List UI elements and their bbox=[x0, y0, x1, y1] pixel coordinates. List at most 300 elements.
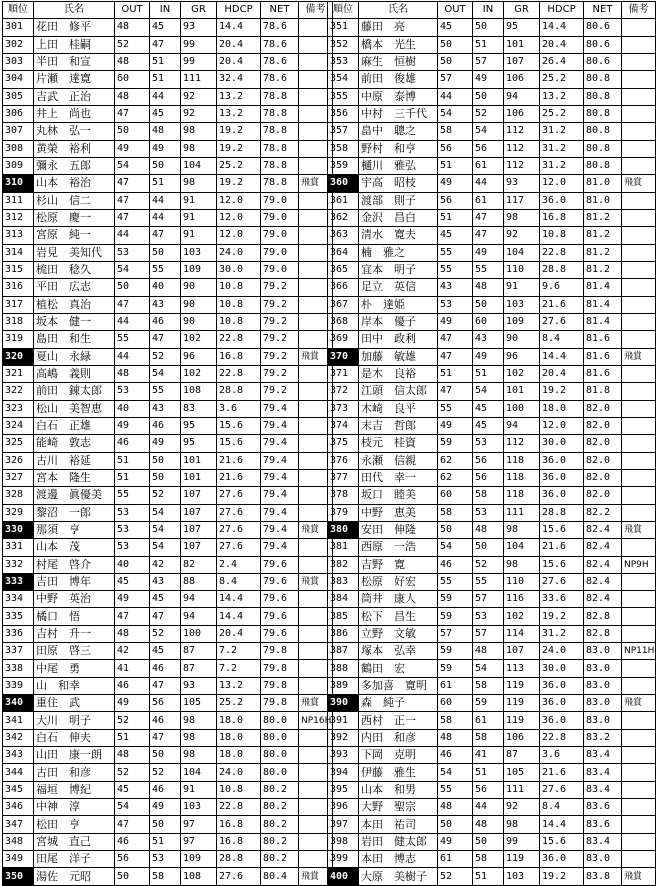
name-cell: 山 和幸 bbox=[34, 677, 115, 694]
hdcp-cell: 10.8 bbox=[540, 227, 584, 244]
in-cell: 59 bbox=[473, 695, 504, 712]
hdcp-cell: 12.0 bbox=[540, 175, 584, 192]
gross-cell: 87 bbox=[504, 747, 540, 764]
name-cell: 中原 泰博 bbox=[359, 88, 438, 105]
remarks-cell bbox=[622, 677, 656, 694]
table-row bbox=[3, 53, 333, 70]
rank-cell: 304 bbox=[3, 71, 34, 88]
table-row bbox=[328, 209, 656, 226]
out-cell: 49 bbox=[115, 591, 150, 608]
rank-cell: 302 bbox=[3, 36, 34, 53]
gross-cell: 119 bbox=[504, 695, 540, 712]
out-cell: 55 bbox=[438, 261, 473, 278]
table-row bbox=[3, 365, 333, 382]
name-cell: 古川 裕延 bbox=[34, 452, 115, 469]
hdcp-cell: 30.0 bbox=[540, 660, 584, 677]
hdcp-cell: 36.0 bbox=[540, 712, 584, 729]
table-row bbox=[328, 556, 656, 573]
rank-cell: 380 bbox=[328, 521, 359, 538]
in-cell: 44 bbox=[150, 192, 181, 209]
remarks-cell: 飛賞 bbox=[299, 348, 333, 365]
gross-cell: 96 bbox=[181, 348, 217, 365]
gross-cell: 107 bbox=[181, 521, 217, 538]
out-cell: 44 bbox=[438, 88, 473, 105]
out-cell: 50 bbox=[438, 521, 473, 538]
table-row bbox=[328, 383, 656, 400]
gross-cell: 87 bbox=[181, 643, 217, 660]
name-cell: 松山 美智恵 bbox=[34, 400, 115, 417]
name-cell: 清水 寛夫 bbox=[359, 227, 438, 244]
table-row bbox=[328, 677, 656, 694]
remarks-cell bbox=[622, 365, 656, 382]
name-cell: 本田 祐司 bbox=[359, 816, 438, 833]
name-cell: 枝元 桂資 bbox=[359, 435, 438, 452]
gross-cell: 98 bbox=[181, 729, 217, 746]
hdcp-cell: 20.4 bbox=[540, 36, 584, 53]
name-cell: 松原 好宏 bbox=[359, 573, 438, 590]
in-cell: 56 bbox=[150, 695, 181, 712]
out-cell: 51 bbox=[438, 365, 473, 382]
header-gross: GR bbox=[504, 2, 540, 19]
in-cell: 58 bbox=[473, 487, 504, 504]
remarks-cell bbox=[622, 88, 656, 105]
rank-cell: 357 bbox=[328, 123, 359, 140]
in-cell: 43 bbox=[473, 331, 504, 348]
table-row bbox=[328, 608, 656, 625]
name-cell: 吉武 正治 bbox=[34, 88, 115, 105]
net-cell: 80.8 bbox=[584, 88, 622, 105]
header-gross: GR bbox=[181, 2, 217, 19]
table-row bbox=[328, 175, 656, 192]
net-cell: 79.6 bbox=[261, 573, 299, 590]
remarks-cell bbox=[622, 400, 656, 417]
gross-cell: 102 bbox=[504, 608, 540, 625]
name-cell: 橘口 悟 bbox=[34, 608, 115, 625]
rank-cell: 398 bbox=[328, 833, 359, 850]
table-row bbox=[3, 469, 333, 486]
table-row bbox=[328, 400, 656, 417]
out-cell: 56 bbox=[115, 851, 150, 868]
out-cell: 58 bbox=[438, 123, 473, 140]
table-row bbox=[3, 504, 333, 521]
table-row bbox=[3, 348, 333, 365]
rank-cell: 333 bbox=[3, 573, 34, 590]
gross-cell: 92 bbox=[504, 799, 540, 816]
hdcp-cell: 20.4 bbox=[217, 36, 261, 53]
hdcp-cell: 36.0 bbox=[540, 469, 584, 486]
name-cell: 白石 伸夫 bbox=[34, 729, 115, 746]
out-cell: 59 bbox=[438, 643, 473, 660]
rank-cell: 347 bbox=[3, 816, 34, 833]
rank-cell: 356 bbox=[328, 105, 359, 122]
in-cell: 51 bbox=[473, 36, 504, 53]
name-cell: 筒井 康人 bbox=[359, 591, 438, 608]
name-cell: 岩見 美知代 bbox=[34, 244, 115, 261]
net-cell: 80.8 bbox=[584, 105, 622, 122]
net-cell: 82.4 bbox=[584, 539, 622, 556]
name-cell: 吉村 升一 bbox=[34, 625, 115, 642]
net-cell: 82.4 bbox=[584, 556, 622, 573]
hdcp-cell: 14.4 bbox=[217, 591, 261, 608]
out-cell: 55 bbox=[438, 400, 473, 417]
net-cell: 81.4 bbox=[584, 313, 622, 330]
net-cell: 79.4 bbox=[261, 400, 299, 417]
hdcp-cell: 3.6 bbox=[540, 747, 584, 764]
name-cell: 平田 広志 bbox=[34, 279, 115, 296]
gross-cell: 90 bbox=[181, 279, 217, 296]
gross-cell: 103 bbox=[504, 868, 540, 885]
in-cell: 56 bbox=[473, 452, 504, 469]
gross-cell: 94 bbox=[181, 608, 217, 625]
gross-cell: 99 bbox=[504, 833, 540, 850]
net-cell: 79.4 bbox=[261, 452, 299, 469]
hdcp-cell: 19.2 bbox=[217, 140, 261, 157]
in-cell: 46 bbox=[150, 781, 181, 798]
name-cell: 安田 伸隆 bbox=[359, 521, 438, 538]
name-cell: 江頭 信太郎 bbox=[359, 383, 438, 400]
out-cell: 49 bbox=[115, 417, 150, 434]
name-cell: 大川 明子 bbox=[34, 712, 115, 729]
hdcp-cell: 15.6 bbox=[540, 833, 584, 850]
hdcp-cell: 8.4 bbox=[217, 573, 261, 590]
table-row bbox=[3, 209, 333, 226]
out-cell: 51 bbox=[438, 209, 473, 226]
rank-cell: 399 bbox=[328, 851, 359, 868]
table-row bbox=[3, 729, 333, 746]
table-row bbox=[3, 88, 333, 105]
name-cell: 田尾 洋子 bbox=[34, 851, 115, 868]
net-cell: 83.0 bbox=[584, 712, 622, 729]
table-row bbox=[328, 365, 656, 382]
hdcp-cell: 27.6 bbox=[217, 868, 261, 885]
gross-cell: 93 bbox=[181, 677, 217, 694]
remarks-cell bbox=[622, 435, 656, 452]
table-row bbox=[3, 261, 333, 278]
table-row bbox=[3, 123, 333, 140]
table-row bbox=[328, 695, 656, 712]
in-cell: 44 bbox=[473, 799, 504, 816]
in-cell: 50 bbox=[473, 88, 504, 105]
table-row bbox=[3, 747, 333, 764]
gross-cell: 102 bbox=[181, 365, 217, 382]
table-row bbox=[3, 712, 333, 729]
remarks-cell bbox=[622, 625, 656, 642]
name-cell: 井上 尚也 bbox=[34, 105, 115, 122]
net-cell: 81.8 bbox=[584, 383, 622, 400]
rank-cell: 351 bbox=[328, 19, 359, 36]
gross-cell: 95 bbox=[181, 417, 217, 434]
in-cell: 50 bbox=[150, 452, 181, 469]
gross-cell: 83 bbox=[181, 400, 217, 417]
name-cell: 半田 和宣 bbox=[34, 53, 115, 70]
rank-cell: 389 bbox=[328, 677, 359, 694]
remarks-cell bbox=[622, 192, 656, 209]
in-cell: 52 bbox=[473, 105, 504, 122]
rank-cell: 362 bbox=[328, 209, 359, 226]
in-cell: 53 bbox=[473, 504, 504, 521]
table-row bbox=[328, 105, 656, 122]
in-cell: 44 bbox=[473, 175, 504, 192]
remarks-cell: NP11H bbox=[622, 643, 656, 660]
out-cell: 52 bbox=[115, 36, 150, 53]
rank-cell: 340 bbox=[3, 695, 34, 712]
net-cell: 82.4 bbox=[584, 573, 622, 590]
gross-cell: 82 bbox=[181, 556, 217, 573]
in-cell: 50 bbox=[473, 833, 504, 850]
out-cell: 53 bbox=[115, 244, 150, 261]
out-cell: 55 bbox=[438, 573, 473, 590]
gross-cell: 101 bbox=[504, 383, 540, 400]
rank-cell: 363 bbox=[328, 227, 359, 244]
table-row bbox=[3, 36, 333, 53]
name-cell: 足立 英信 bbox=[359, 279, 438, 296]
hdcp-cell: 14.4 bbox=[540, 348, 584, 365]
rank-cell: 317 bbox=[3, 296, 34, 313]
name-cell: 宮城 直己 bbox=[34, 833, 115, 850]
remarks-cell bbox=[622, 816, 656, 833]
rank-cell: 305 bbox=[3, 88, 34, 105]
gross-cell: 93 bbox=[181, 19, 217, 36]
rank-cell: 327 bbox=[3, 469, 34, 486]
out-cell: 47 bbox=[438, 383, 473, 400]
net-cell: 80.6 bbox=[584, 53, 622, 70]
in-cell: 56 bbox=[473, 469, 504, 486]
gross-cell: 111 bbox=[181, 71, 217, 88]
remarks-cell bbox=[622, 747, 656, 764]
out-cell: 60 bbox=[438, 487, 473, 504]
out-cell: 54 bbox=[438, 764, 473, 781]
in-cell: 50 bbox=[473, 296, 504, 313]
gross-cell: 103 bbox=[181, 799, 217, 816]
name-cell: 杉山 信二 bbox=[34, 192, 115, 209]
name-cell: 朴 達姫 bbox=[359, 296, 438, 313]
gross-cell: 95 bbox=[181, 435, 217, 452]
hdcp-cell: 15.6 bbox=[540, 521, 584, 538]
name-cell: 山田 康一朗 bbox=[34, 747, 115, 764]
gross-cell: 104 bbox=[504, 244, 540, 261]
table-row bbox=[3, 244, 333, 261]
rank-cell: 358 bbox=[328, 140, 359, 157]
rank-cell: 393 bbox=[328, 747, 359, 764]
remarks-cell bbox=[622, 660, 656, 677]
name-cell: 塚本 弘幸 bbox=[359, 643, 438, 660]
header-remarks: 備考 bbox=[622, 2, 656, 19]
in-cell: 55 bbox=[150, 261, 181, 278]
remarks-cell bbox=[622, 313, 656, 330]
gross-cell: 104 bbox=[181, 764, 217, 781]
hdcp-cell: 21.6 bbox=[217, 452, 261, 469]
out-cell: 52 bbox=[115, 712, 150, 729]
hdcp-cell: 8.4 bbox=[540, 331, 584, 348]
gross-cell: 91 bbox=[181, 781, 217, 798]
hdcp-cell: 28.8 bbox=[217, 851, 261, 868]
table-row bbox=[3, 851, 333, 868]
rank-cell: 392 bbox=[328, 729, 359, 746]
rank-cell: 374 bbox=[328, 417, 359, 434]
rank-cell: 387 bbox=[328, 643, 359, 660]
table-row bbox=[3, 764, 333, 781]
rank-cell: 310 bbox=[3, 175, 34, 192]
net-cell: 79.0 bbox=[261, 209, 299, 226]
gross-cell: 118 bbox=[504, 469, 540, 486]
rank-cell: 301 bbox=[3, 19, 34, 36]
in-cell: 46 bbox=[150, 712, 181, 729]
rank-cell: 382 bbox=[328, 556, 359, 573]
out-cell: 51 bbox=[438, 157, 473, 174]
remarks-cell: 飛賞 bbox=[299, 573, 333, 590]
out-cell: 55 bbox=[438, 781, 473, 798]
rank-cell: 381 bbox=[328, 539, 359, 556]
remarks-cell: 飛賞 bbox=[622, 868, 656, 885]
gross-cell: 107 bbox=[181, 487, 217, 504]
hdcp-cell: 7.2 bbox=[217, 643, 261, 660]
table-row bbox=[328, 487, 656, 504]
remarks-cell bbox=[622, 799, 656, 816]
gross-cell: 96 bbox=[504, 348, 540, 365]
gross-cell: 109 bbox=[504, 313, 540, 330]
table-row bbox=[3, 521, 333, 538]
out-cell: 47 bbox=[115, 175, 150, 192]
out-cell: 55 bbox=[115, 331, 150, 348]
name-cell: 中村 三千代 bbox=[359, 105, 438, 122]
rank-cell: 370 bbox=[328, 348, 359, 365]
out-cell: 40 bbox=[115, 400, 150, 417]
gross-cell: 99 bbox=[181, 53, 217, 70]
out-cell: 47 bbox=[115, 209, 150, 226]
gross-cell: 112 bbox=[504, 157, 540, 174]
in-cell: 51 bbox=[473, 764, 504, 781]
out-cell: 58 bbox=[438, 712, 473, 729]
net-cell: 81.6 bbox=[584, 348, 622, 365]
name-cell: 松田 亨 bbox=[34, 816, 115, 833]
in-cell: 47 bbox=[473, 209, 504, 226]
rank-cell: 308 bbox=[3, 140, 34, 157]
name-cell: 多加喜 寛明 bbox=[359, 677, 438, 694]
rank-cell: 306 bbox=[3, 105, 34, 122]
name-cell: 西村 正一 bbox=[359, 712, 438, 729]
net-cell: 78.6 bbox=[261, 71, 299, 88]
in-cell: 53 bbox=[150, 851, 181, 868]
net-cell: 82.0 bbox=[584, 469, 622, 486]
name-cell: 渡部 則子 bbox=[359, 192, 438, 209]
net-cell: 81.0 bbox=[584, 175, 622, 192]
net-cell: 80.2 bbox=[261, 851, 299, 868]
hdcp-cell: 27.6 bbox=[217, 521, 261, 538]
in-cell: 54 bbox=[150, 504, 181, 521]
table-row bbox=[328, 764, 656, 781]
rank-cell: 384 bbox=[328, 591, 359, 608]
out-cell: 52 bbox=[438, 868, 473, 885]
in-cell: 45 bbox=[473, 400, 504, 417]
gross-cell: 105 bbox=[504, 764, 540, 781]
in-cell: 43 bbox=[150, 573, 181, 590]
net-cell: 83.0 bbox=[584, 660, 622, 677]
out-cell: 54 bbox=[438, 105, 473, 122]
out-cell: 46 bbox=[115, 435, 150, 452]
in-cell: 54 bbox=[473, 660, 504, 677]
out-cell: 57 bbox=[438, 71, 473, 88]
name-cell: 鶴田 宏 bbox=[359, 660, 438, 677]
rank-cell: 367 bbox=[328, 296, 359, 313]
out-cell: 48 bbox=[438, 799, 473, 816]
gross-cell: 100 bbox=[181, 625, 217, 642]
gross-cell: 92 bbox=[181, 105, 217, 122]
in-cell: 52 bbox=[150, 625, 181, 642]
net-cell: 82.0 bbox=[584, 452, 622, 469]
header-name: 氏名 bbox=[34, 2, 115, 19]
table-row bbox=[3, 175, 333, 192]
hdcp-cell: 25.2 bbox=[540, 105, 584, 122]
net-cell: 80.2 bbox=[261, 833, 299, 850]
rank-cell: 386 bbox=[328, 625, 359, 642]
table-row bbox=[3, 556, 333, 573]
header-row bbox=[3, 2, 333, 19]
table-row bbox=[328, 625, 656, 642]
rank-cell: 395 bbox=[328, 781, 359, 798]
in-cell: 50 bbox=[150, 747, 181, 764]
out-cell: 54 bbox=[115, 799, 150, 816]
table-row bbox=[3, 19, 333, 36]
hdcp-cell: 13.2 bbox=[217, 105, 261, 122]
hdcp-cell: 16.8 bbox=[217, 816, 261, 833]
rank-cell: 319 bbox=[3, 331, 34, 348]
net-cell: 83.8 bbox=[584, 868, 622, 885]
table-row bbox=[328, 348, 656, 365]
hdcp-cell: 31.2 bbox=[540, 157, 584, 174]
hdcp-cell: 19.2 bbox=[217, 123, 261, 140]
gross-cell: 109 bbox=[181, 851, 217, 868]
net-cell: 83.4 bbox=[584, 833, 622, 850]
table-row bbox=[328, 504, 656, 521]
in-cell: 58 bbox=[473, 677, 504, 694]
rank-cell: 338 bbox=[3, 660, 34, 677]
in-cell: 47 bbox=[150, 36, 181, 53]
in-cell: 52 bbox=[473, 556, 504, 573]
net-cell: 80.0 bbox=[261, 764, 299, 781]
remarks-cell bbox=[622, 781, 656, 798]
hdcp-cell: 27.6 bbox=[217, 539, 261, 556]
rank-cell: 321 bbox=[3, 365, 34, 382]
table-row bbox=[3, 383, 333, 400]
net-cell: 80.6 bbox=[584, 36, 622, 53]
remarks-cell bbox=[622, 764, 656, 781]
name-cell: 内田 和彦 bbox=[359, 729, 438, 746]
hdcp-cell: 26.4 bbox=[540, 53, 584, 70]
hdcp-cell: 27.6 bbox=[217, 504, 261, 521]
table-row bbox=[3, 296, 333, 313]
in-cell: 46 bbox=[150, 417, 181, 434]
remarks-cell bbox=[622, 729, 656, 746]
net-cell: 81.4 bbox=[584, 279, 622, 296]
rank-cell: 360 bbox=[328, 175, 359, 192]
hdcp-cell: 36.0 bbox=[540, 851, 584, 868]
table-row bbox=[3, 105, 333, 122]
remarks-cell bbox=[622, 227, 656, 244]
table-row bbox=[328, 452, 656, 469]
gross-cell: 104 bbox=[181, 157, 217, 174]
hdcp-cell: 18.0 bbox=[217, 747, 261, 764]
rank-cell: 390 bbox=[328, 695, 359, 712]
rank-cell: 376 bbox=[328, 452, 359, 469]
net-cell: 79.8 bbox=[261, 660, 299, 677]
net-cell: 79.4 bbox=[261, 435, 299, 452]
table-row bbox=[328, 279, 656, 296]
name-cell: 森 純子 bbox=[359, 695, 438, 712]
in-cell: 42 bbox=[150, 556, 181, 573]
gross-cell: 92 bbox=[181, 88, 217, 105]
rank-cell: 350 bbox=[3, 868, 34, 885]
net-cell: 82.2 bbox=[584, 504, 622, 521]
